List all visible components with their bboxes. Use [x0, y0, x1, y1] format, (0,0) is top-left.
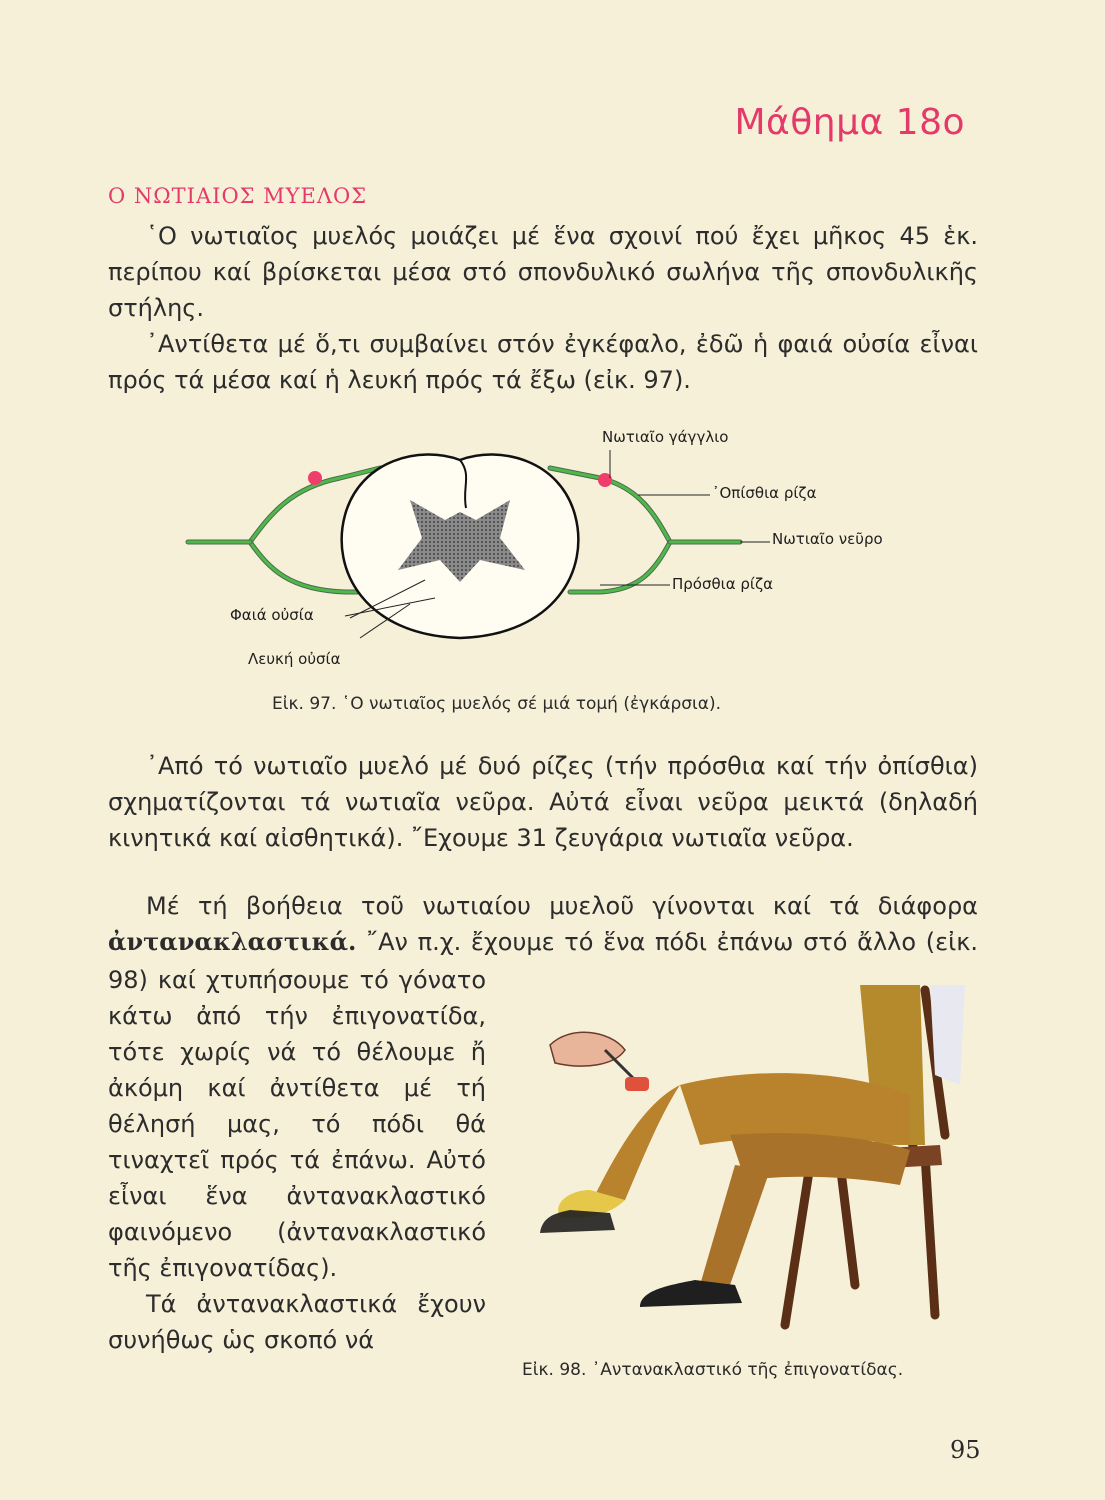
paragraph-text: ᾽Από τό νωτιαῖο μυελό μέ δυό ρίζες (τήν πρόσθια καί τήν ὀπίσθια) σχηματίζονται τά νωτιαῖα νεῦρα. Αὐτά εἶναι νεῦρα μεικτά (δηλαδή κινητικά καί αἰσθητικά). ῎Εχουμε 31 ζευγάρια νωτιαῖα νεῦρα. — [108, 752, 978, 852]
hand — [550, 1032, 625, 1066]
page-number: 95 — [950, 1436, 981, 1464]
paragraph-knee-reflex — [108, 962, 486, 1358]
label-anterior-root: Πρόσθια ρίζα — [672, 575, 774, 593]
paragraph-text: 98) καί χτυπήσουμε τό γόνατο κάτω ἀπό τήν ἐπιγονατίδα, τότε χωρίς νά τό θέλουμε ἤ ἀκόμη καί ἀντίθετα μέ τή θέλησή μας, τό πόδι θά τιναχτεῖ πρός τά ἐπάνω. Αὐτό εἶναι ἕνα ἀντανακλαστικό φαινόμενο (ἀντανακλαστικό τῆς ἐπιγονατίδας). — [108, 966, 486, 1282]
left-ganglion — [308, 471, 322, 485]
label-gray-matter: Φαιά οὐσία — [230, 606, 314, 624]
figure-98-caption: Εἰκ. 98. ᾽Αντανακλαστικό τῆς ἐπιγονατίδας. — [522, 1360, 904, 1380]
figure-knee-reflex — [530, 985, 970, 1350]
label-spinal-nerve: Νωτιαῖο νεῦρο — [772, 530, 883, 548]
keyword-reflexes: ἀντανακλαστικά. — [108, 927, 357, 956]
label-white-matter: Λευκή οὐσία — [248, 650, 341, 668]
knee-reflex-illustration — [530, 985, 970, 1350]
paragraph-matter — [108, 326, 978, 398]
paragraph-text: ᾽Αντίθετα μέ ὅ,τι συμβαίνει στόν ἐγκέφαλο, ἐδῶ ἡ φαιά οὐσία εἶναι πρός τά μέσα καί ἡ λευκή πρός τά ἔξω (εἰκ. 97). — [108, 330, 978, 394]
lesson-heading: Μάθημα 18ο — [734, 102, 965, 143]
spinal-cord-diagram — [180, 420, 940, 680]
reflex-hammer-head — [625, 1077, 649, 1091]
paragraph-reflexes — [108, 888, 978, 960]
label-posterior-root: ᾽Οπίσθια ρίζα — [712, 484, 817, 502]
figure-spinal-cord-section — [180, 420, 940, 680]
section-title: Ο ΝΩΤΙΑΙΟΣ ΜΥΕΛΟΣ — [108, 184, 368, 208]
shoe — [640, 1280, 742, 1307]
paragraph-text: Τά ἀντανακλαστικά ἔχουν συνήθως ὡς σκοπό νά — [108, 1290, 486, 1354]
shoe — [540, 1210, 615, 1233]
paragraph-text: ῾Ο νωτιαῖος μυελός μοιάζει μέ ἕνα σχοινί πού ἔχει μῆκος 45 ἑκ. περίπου καί βρίσκεται μέσα στό σπονδυλικό σωλήνα τῆς σπονδυλικῆς στήλης. — [108, 222, 978, 322]
text-run: Μέ τή βοήθεια τοῦ νωτιαίου μυελοῦ γίνονται καί τά διάφορα — [146, 892, 978, 920]
paragraph-intro — [108, 218, 978, 326]
paragraph-text — [108, 888, 978, 960]
figure-97-caption: Εἰκ. 97. ῾Ο νωτιαῖος μυελός σέ μιά τομή (ἐγκάρσια). — [272, 694, 722, 714]
label-ganglion: Νωτιαῖο γάγγλιο — [602, 428, 729, 446]
text-run: ῎Αν π.χ. ἔχουμε τό ἕνα πόδι ἐπάνω στό ἄλλο (εἰκ. — [366, 928, 978, 956]
paragraph-nerves — [108, 748, 978, 856]
